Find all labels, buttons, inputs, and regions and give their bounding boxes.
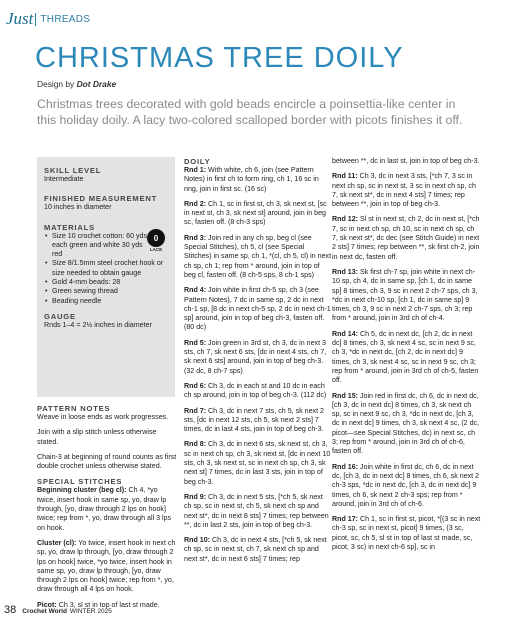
round-instruction: Rnd 3: Join red in any ch sp, beg cl (see Special Stitches), ch 5, cl (see Special Stitches) in same sp, ch 1, *(cl, ch 5, cl) in next ch sp, ch 1; rep from * around, join in top of beg cl, fasten off. (8 ch-5 sps, 8 ch-1 sps) xyxy=(184,233,332,279)
material-item: • Beading needle xyxy=(52,297,170,306)
note-paragraph: Chain-3 at beginning of round counts as first double crochet unless otherwise stated. xyxy=(37,452,177,471)
stitch-definition: Beginning cluster (beg cl): Ch 4, *yo twice, insert hook in same sp, yo, draw lp through, [yo, draw through 2 lps on hook] twice; rep from *, yo, draw through all 3 lps on hook. xyxy=(37,486,172,532)
instructions-column-2 xyxy=(332,157,482,558)
round-instruction: Rnd 14: Ch 5, dc in next dc, [ch 2, dc in next dc] 8 times, ch 3, sk next 4 sc, sc in next 9 sc, ch 3, *dc in next dc, [ch 2, dc in next dc] 9 times, ch 3, sk next 4 sc, sc in next 9 sc, ch 3; rep from * around, join in 3rd ch of ch-5, fasten off. xyxy=(332,329,479,385)
round-instruction: Rnd 16: Join white in first dc, ch 6, dc in next dc, [ch 3, dc in next dc] 8 times, ch 6, sk next 2 ch-3 sps, *dc in next dc, [ch 3, dc in next dc] 9 times, ch 6, sk next 2 ch-3 sps; rep from * around, join in 3rd ch of ch-6. xyxy=(332,462,480,508)
yarn-weight-icon xyxy=(145,229,167,252)
material-item: • Gold 4-mm beads: 28 xyxy=(52,278,170,287)
section-just: Just xyxy=(6,9,34,28)
section-header xyxy=(6,4,94,34)
gauge-value: Rnds 1–4 = 2½ inches in diameter xyxy=(44,320,152,329)
round-instruction: Rnd 13: Sk first ch-7 sp, join white in next ch-10 sp, ch 4, dc in same sp, [ch 1, dc in same sp] 8 times, ch 3, 9 sc in next 2 ch-7 sps, ch 3, *dc in next ch-10 sp, [ch 1, dc in same sp] 9 times, ch 3, 9 sc in next 2 ch-7 sps, ch 3; rep from * around, join in 3rd ch of ch-4. xyxy=(332,267,478,323)
instructions-column-1 xyxy=(184,157,332,570)
notes-heading: PATTERN NOTES xyxy=(37,404,111,413)
pattern-title: CHRISTMAS TREE DOILY xyxy=(35,42,404,74)
gauge-heading: GAUGE xyxy=(44,311,76,321)
section-threads: THREADS xyxy=(35,13,94,26)
byline: Design by Dot Drake xyxy=(37,79,117,89)
page-number: 38 xyxy=(4,604,17,616)
round-instruction: Rnd 12: Sl st in next st, ch 2, dc in next st, [*ch 7, sc in next ch sp, ch 10, sc in next ch sp, ch 7, sk next st*, dc dec (see Stitch Guide) in next 2 sts] 7 times; rep between **, sk first ch-2, join in next dc, fasten off. xyxy=(332,215,480,261)
round-instruction: Rnd 11: Ch 3, dc in next 3 sts, [*ch 7, 3 sc in next ch sp, sc in next st, 3 sc in next ch sp, ch 7, sk next st*, dc in next 4 sts] 7 times; rep between **, join in top of beg ch-3. xyxy=(332,172,476,209)
stitch-definition: Picot: Ch 3, sl st in top of last st made. xyxy=(37,600,160,609)
measurement-heading: FINISHED MEASUREMENT xyxy=(44,194,158,204)
round-instruction: Rnd 8: Ch 3, dc in next 6 sts, sk next st, ch 3, sc in next ch sp, ch 3, sk next st, [dc in next 10 sts, ch 3, sk next st, sc in next ch sp, ch 3, sk next st] 7 times, dc in last 3 sts, join in top of beg ch-3. xyxy=(184,440,331,486)
note-paragraph: Weave in loose ends as work progresses. xyxy=(37,413,169,421)
round-instruction: Rnd 9: Ch 3, dc in next 5 sts, [*ch 5, sk next ch sp, sc in next st, ch 5, sk next ch sp and next st*, dc in next 8 sts] 7 times; rep between **, dc in last 2 sts, join in top of beg ch-3. xyxy=(184,492,329,529)
round-instruction-continued: between **, dc in last st, join in top of beg ch-3. xyxy=(332,157,480,165)
publication-name: Crochet World xyxy=(22,608,67,615)
measurement-value: 10 inches in diameter xyxy=(44,203,112,212)
special-stitches-heading: SPECIAL STITCHES xyxy=(37,477,123,487)
note-paragraph: Join with a slip stitch unless otherwise stated. xyxy=(37,428,157,446)
doily-heading: DOILY xyxy=(184,157,211,166)
skill-value: Intermediate xyxy=(44,175,84,183)
materials-sidebar xyxy=(37,157,175,397)
issue-season: WINTER 2025 xyxy=(69,608,112,615)
materials-heading: MATERIALS xyxy=(44,222,95,232)
material-item: • Size 8/1.5mm steel crochet hook or size needed to obtain gauge xyxy=(52,259,170,278)
notes-column xyxy=(37,400,177,616)
round-instruction: Rnd 17: Ch 1, sc in first st, picot, *[(3 sc in next ch-3 sp, sc in next st, picot] 9 times, (3 sc, picot, sc, ch 5, sl st in top of last st made, sc, picot, 3 sc) in next ch-6 sp], sc in xyxy=(332,515,481,551)
designer-name: Dot Drake xyxy=(76,79,117,89)
page-footer xyxy=(4,604,112,616)
round-instruction: Rnd 2: Ch 1, sc in first st, ch 3, sk next st, [sc in next st, ch 3, sk next st] around, join in beg sc, fasten off. (8 ch-3 sps) xyxy=(184,199,327,227)
yarn-weight-number: 0 xyxy=(147,229,165,247)
material-item: • Size 10 crochet cotton: 60 yds each green and white 30 yds red xyxy=(52,232,148,260)
material-item: • Green sewing thread xyxy=(52,287,170,296)
intro-paragraph: Christmas trees decorated with gold beads encircle a poinsettia-like center in this holiday doily. A lacy two-colored scalloped border with picots finishes it off. xyxy=(37,97,463,127)
round-instruction: Rnd 7: Ch 3, dc in next 7 sts, ch 5, sk next 2 sts, [dc in next 12 sts, ch 5, sk next 2 sts] 7 times, dc in last 4 sts, join in top of beg ch-3. xyxy=(184,406,324,434)
skill-heading: SKILL LEVEL xyxy=(44,166,102,175)
round-instruction: Rnd 5: Join green in 3rd st, ch 3, dc in next 3 sts, ch 7, sk next 6 sts, [dc in next 4 sts, ch 7, sk next 6 sts] around, join in top of beg ch-3. (32 dc, 8 ch-7 sps) xyxy=(184,338,327,375)
yarn-weight-label: LACE xyxy=(149,247,163,252)
stitch-definition: Cluster (cl): Yo twice, insert hook in next ch sp, yo, draw lp through, [yo, draw through 2 lps on hook] twice, *yo twice, insert hook in same sp, yo, draw lp through, [yo, draw through 2 lps on hook] twice; rep from *, yo, draw through all 4 lps on hook. xyxy=(37,538,176,594)
round-instruction: Rnd 6: Ch 3, dc in each st and 10 dc in each ch sp around, join in top of beg ch-3. (112 dc) xyxy=(184,381,327,400)
round-instruction: Rnd 10: Ch 3, dc in next 4 sts, [*ch 5, sk next ch sp, sc in next st, ch 7, sk next ch sp and next st*, dc in next 6 sts] 7 times; rep xyxy=(184,536,327,563)
round-instruction: Rnd 1: With white, ch 6, join (see Pattern Notes) in first ch to form ring, ch 1, 16 sc in ring, join in first sc. (16 sc) xyxy=(184,166,319,193)
round-instruction: Rnd 4: Join white in first ch-5 sp, ch 3 (see Pattern Notes), 7 dc in same sp, 2 dc in next ch-1 sp, [8 dc in next ch-5 sp, 2 dc in next ch-1 sp] around, join in top of beg ch-3, fasten off. (80 dc) xyxy=(184,286,331,332)
round-instruction: Rnd 15: Join red in first dc, ch 6, dc in next dc, [ch 3, dc in next dc] 8 times, ch 3, sk next ch sp, sc in next 9 sc, ch 3, *dc in next dc, [ch 3, dc in next dc] 9 times, ch 3, sk next 4 sc, (2 dc, picot—see Special Stitches, dc) in next sc, ch 3; rep from * around, join in 3rd ch of ch-6, fasten off. xyxy=(332,391,480,456)
